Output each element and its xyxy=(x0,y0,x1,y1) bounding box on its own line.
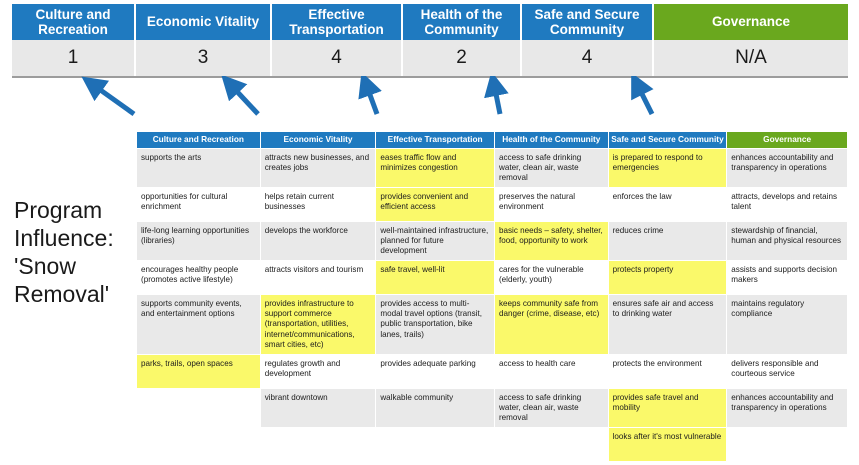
category-header-2: Effective Transportation xyxy=(272,4,403,40)
matrix-cell-r2-c0: life-long learning opportunities (libraries) xyxy=(137,221,261,260)
arrow-culture-recreation xyxy=(92,84,134,114)
matrix-row xyxy=(137,187,848,221)
arrow-safe-secure-community xyxy=(637,84,652,114)
matrix-cell-r1-c0: opportunities for cultural enrichment xyxy=(137,187,261,221)
category-score-0: 1 xyxy=(12,40,136,76)
matrix-cell-r7-c2 xyxy=(376,428,495,462)
matrix-cell-r2-c1: develops the workforce xyxy=(260,221,376,260)
matrix-cell-r3-c4: protects property xyxy=(608,261,727,295)
matrix-cell-r6-c5: enhances accountability and transparency in operations xyxy=(727,388,848,427)
arrow-economic-vitality xyxy=(230,84,258,114)
category-score-5: N/A xyxy=(735,47,767,68)
matrix-cell-r1-c2: provides convenient and efficient access xyxy=(376,187,495,221)
program-influence-caption xyxy=(14,196,134,308)
matrix-cell-r4-c4: ensures safe air and access to drinking water xyxy=(608,295,727,355)
matrix-row xyxy=(137,261,848,295)
category-header-band xyxy=(12,4,848,40)
matrix-cell-r1-c4: enforces the law xyxy=(608,187,727,221)
matrix-cell-r0-c1: attracts new businesses, and creates jobs xyxy=(260,148,376,187)
matrix-row xyxy=(137,221,848,260)
matrix-cell-r7-c4: looks after it's most vulnerable xyxy=(608,428,727,462)
matrix-column-header-1: Economic Vitality xyxy=(260,132,376,149)
arrow-layer xyxy=(0,76,859,132)
matrix-cell-r1-c3: preserves the natural environment xyxy=(494,187,608,221)
matrix-column-header-3: Health of the Community xyxy=(494,132,608,149)
matrix-cell-r0-c0: supports the arts xyxy=(137,148,261,187)
matrix-cell-r3-c2: safe travel, well-lit xyxy=(376,261,495,295)
matrix-cell-r0-c5: enhances accountability and transparency in operations xyxy=(727,148,848,187)
matrix-cell-r4-c3: keeps community safe from danger (crime, disease, etc) xyxy=(494,295,608,355)
caption-line-4: Removal' xyxy=(14,281,110,308)
matrix-cell-r4-c1: provides infrastructure to support commerce (transportation, utilities, internet/communications, smart cities, etc) xyxy=(260,295,376,355)
matrix-row xyxy=(137,428,848,462)
category-score-2: 4 xyxy=(272,40,403,76)
category-header-5: Governance xyxy=(654,4,848,40)
category-score-4: 4 xyxy=(522,40,654,76)
matrix-cell-r3-c5: assists and supports decision makers xyxy=(727,261,848,295)
category-header-1: Economic Vitality xyxy=(136,4,272,40)
matrix-cell-r7-c1 xyxy=(260,428,376,462)
caption-line-2: Influence: xyxy=(14,225,114,252)
matrix-cell-r7-c5 xyxy=(727,428,848,462)
matrix-body xyxy=(137,148,848,462)
matrix-cell-r5-c5: delivers responsible and courteous service xyxy=(727,354,848,388)
matrix-column-header-5: Governance xyxy=(727,132,848,149)
matrix-cell-r2-c2: well-maintained infrastructure, planned for future development xyxy=(376,221,495,260)
matrix-column-header-4: Safe and Secure Community xyxy=(608,132,727,149)
matrix-cell-r2-c5: stewardship of financial, human and physical resources xyxy=(727,221,848,260)
matrix-cell-r3-c1: attracts visitors and tourism xyxy=(260,261,376,295)
matrix-cell-r5-c1: regulates growth and development xyxy=(260,354,376,388)
matrix-cell-r6-c4: provides safe travel and mobility xyxy=(608,388,727,427)
matrix-cell-r5-c2: provides adequate parking xyxy=(376,354,495,388)
matrix-cell-r6-c0 xyxy=(137,388,261,427)
matrix-row xyxy=(137,148,848,187)
arrow-effective-transportation xyxy=(366,84,377,114)
matrix-cell-r4-c0: supports community events, and entertainment options xyxy=(137,295,261,355)
matrix-cell-r1-c5: attracts, develops and retains talent xyxy=(727,187,848,221)
matrix-cell-r5-c0: parks, trails, open spaces xyxy=(137,354,261,388)
matrix-header-row xyxy=(137,132,848,149)
matrix-row xyxy=(137,354,848,388)
matrix-cell-r7-c3 xyxy=(494,428,608,462)
category-score-1: 3 xyxy=(136,40,272,76)
strategic-outcomes-matrix xyxy=(136,131,848,462)
matrix-column-header-0: Culture and Recreation xyxy=(137,132,261,149)
matrix-cell-r4-c2: provides access to multi-modal travel options (transit, public transportation, bike lanes, trails) xyxy=(376,295,495,355)
matrix-cell-r1-c1: helps retain current businesses xyxy=(260,187,376,221)
matrix-row xyxy=(137,388,848,427)
category-header-3: Health of the Community xyxy=(403,4,522,40)
category-header-4: Safe and Secure Community xyxy=(522,4,654,40)
matrix-cell-r0-c3: access to safe drinking water, clean air, waste removal xyxy=(494,148,608,187)
matrix-cell-r7-c0 xyxy=(137,428,261,462)
matrix-cell-r6-c1: vibrant downtown xyxy=(260,388,376,427)
matrix-cell-r2-c4: reduces crime xyxy=(608,221,727,260)
matrix-cell-r3-c3: cares for the vulnerable (elderly, youth) xyxy=(494,261,608,295)
caption-line-3: 'Snow xyxy=(14,253,76,280)
category-score-3: 2 xyxy=(403,40,522,76)
category-header-0: Culture and Recreation xyxy=(12,4,136,40)
matrix-cell-r6-c2: walkable community xyxy=(376,388,495,427)
matrix-cell-r6-c3: access to safe drinking water, clean air, waste removal xyxy=(494,388,608,427)
matrix-cell-r2-c3: basic needs – safety, shelter, food, opportunity to work xyxy=(494,221,608,260)
matrix-cell-r3-c0: encourages healthy people (promotes active lifestyle) xyxy=(137,261,261,295)
arrow-health-community xyxy=(494,84,500,114)
caption-line-1: Program xyxy=(14,197,103,223)
matrix-cell-r0-c2: eases traffic flow and minimizes congestion xyxy=(376,148,495,187)
category-score-band xyxy=(12,40,848,78)
matrix-cell-r5-c3: access to health care xyxy=(494,354,608,388)
matrix-cell-r5-c4: protects the environment xyxy=(608,354,727,388)
matrix-cell-r4-c5: maintains regulatory compliance xyxy=(727,295,848,355)
matrix-column-header-2: Effective Transportation xyxy=(376,132,495,149)
matrix-row xyxy=(137,295,848,355)
matrix-cell-r0-c4: is prepared to respond to emergencies xyxy=(608,148,727,187)
